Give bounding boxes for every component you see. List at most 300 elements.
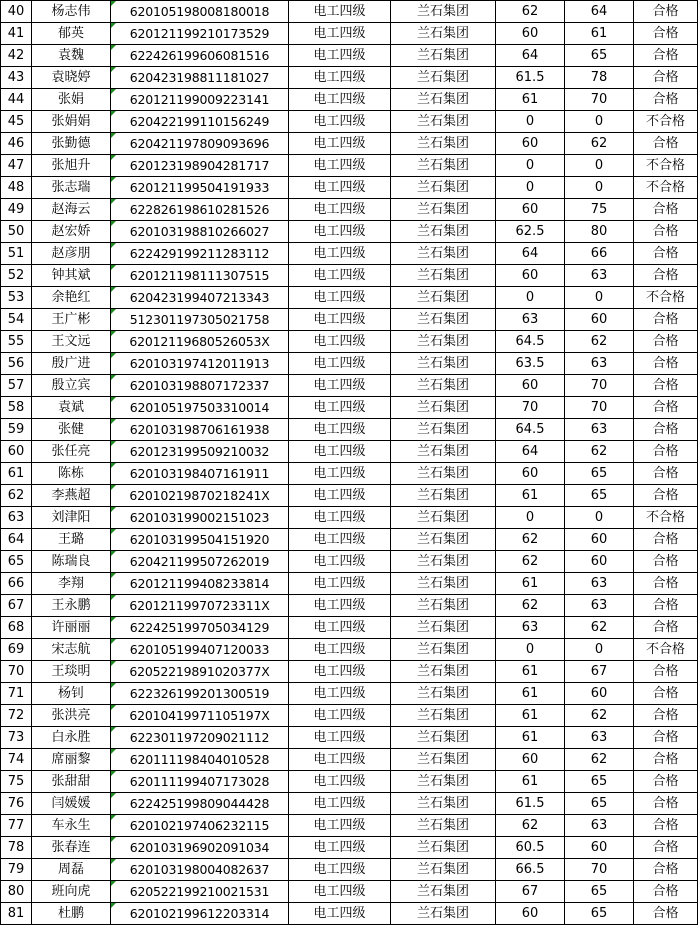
cell-result[interactable]: 合格 xyxy=(634,771,698,793)
cell-score-practical[interactable]: 65 xyxy=(565,881,634,903)
cell-id-number[interactable]: 622429199211283112 xyxy=(111,243,289,265)
cell-job-title[interactable]: 电工四级 xyxy=(289,375,391,397)
cell-row-number[interactable]: 57 xyxy=(1,375,32,397)
cell-score-practical[interactable]: 62 xyxy=(565,749,634,771)
cell-job-title[interactable]: 电工四级 xyxy=(289,1,391,23)
cell-job-title[interactable]: 电工四级 xyxy=(289,903,391,925)
cell-id-number[interactable]: 620103199504151920 xyxy=(111,529,289,551)
cell-id-number[interactable]: 620522199210021531 xyxy=(111,881,289,903)
cell-score-practical[interactable]: 62 xyxy=(565,331,634,353)
cell-result[interactable]: 合格 xyxy=(634,881,698,903)
cell-name[interactable]: 周磊 xyxy=(32,859,111,881)
cell-score-theory[interactable]: 66.5 xyxy=(496,859,565,881)
cell-score-theory[interactable]: 62 xyxy=(496,595,565,617)
cell-result[interactable]: 合格 xyxy=(634,573,698,595)
cell-id-number[interactable]: 620102197406232115 xyxy=(111,815,289,837)
cell-score-practical[interactable]: 70 xyxy=(565,375,634,397)
cell-result[interactable]: 合格 xyxy=(634,67,698,89)
cell-row-number[interactable]: 71 xyxy=(1,683,32,705)
cell-job-title[interactable]: 电工四级 xyxy=(289,441,391,463)
cell-employer[interactable]: 兰石集团 xyxy=(391,133,496,155)
cell-employer[interactable]: 兰石集团 xyxy=(391,705,496,727)
cell-name[interactable]: 袁斌 xyxy=(32,397,111,419)
cell-job-title[interactable]: 电工四级 xyxy=(289,485,391,507)
cell-score-practical[interactable]: 63 xyxy=(565,573,634,595)
cell-id-number[interactable]: 620103199002151023 xyxy=(111,507,289,529)
cell-employer[interactable]: 兰石集团 xyxy=(391,1,496,23)
cell-job-title[interactable]: 电工四级 xyxy=(289,595,391,617)
cell-score-theory[interactable]: 61 xyxy=(496,727,565,749)
cell-score-practical[interactable]: 63 xyxy=(565,265,634,287)
cell-job-title[interactable]: 电工四级 xyxy=(289,573,391,595)
cell-name[interactable]: 王广彬 xyxy=(32,309,111,331)
cell-row-number[interactable]: 48 xyxy=(1,177,32,199)
cell-id-number[interactable]: 620423198811181027 xyxy=(111,67,289,89)
cell-score-theory[interactable]: 60 xyxy=(496,23,565,45)
cell-id-number[interactable]: 622301197209021112 xyxy=(111,727,289,749)
cell-result[interactable]: 合格 xyxy=(634,243,698,265)
cell-employer[interactable]: 兰石集团 xyxy=(391,551,496,573)
cell-job-title[interactable]: 电工四级 xyxy=(289,111,391,133)
cell-id-number[interactable]: 620121199504191933 xyxy=(111,177,289,199)
cell-name[interactable]: 张勤德 xyxy=(32,133,111,155)
cell-result[interactable]: 合格 xyxy=(634,353,698,375)
cell-result[interactable]: 合格 xyxy=(634,749,698,771)
cell-name[interactable]: 车永生 xyxy=(32,815,111,837)
cell-employer[interactable]: 兰石集团 xyxy=(391,397,496,419)
cell-row-number[interactable]: 81 xyxy=(1,903,32,925)
cell-score-practical[interactable]: 0 xyxy=(565,287,634,309)
cell-id-number[interactable]: 62012119970723311X xyxy=(111,595,289,617)
cell-employer[interactable]: 兰石集团 xyxy=(391,859,496,881)
cell-row-number[interactable]: 45 xyxy=(1,111,32,133)
cell-result[interactable]: 合格 xyxy=(634,903,698,925)
cell-job-title[interactable]: 电工四级 xyxy=(289,837,391,859)
cell-result[interactable]: 合格 xyxy=(634,595,698,617)
cell-score-practical[interactable]: 63 xyxy=(565,595,634,617)
cell-score-practical[interactable]: 62 xyxy=(565,133,634,155)
cell-result[interactable]: 不合格 xyxy=(634,177,698,199)
cell-score-practical[interactable]: 70 xyxy=(565,89,634,111)
cell-job-title[interactable]: 电工四级 xyxy=(289,881,391,903)
cell-employer[interactable]: 兰石集团 xyxy=(391,67,496,89)
cell-job-title[interactable]: 电工四级 xyxy=(289,507,391,529)
cell-name[interactable]: 赵海云 xyxy=(32,199,111,221)
cell-job-title[interactable]: 电工四级 xyxy=(289,551,391,573)
cell-employer[interactable]: 兰石集团 xyxy=(391,661,496,683)
cell-result[interactable]: 合格 xyxy=(634,705,698,727)
cell-row-number[interactable]: 58 xyxy=(1,397,32,419)
cell-job-title[interactable]: 电工四级 xyxy=(289,353,391,375)
cell-id-number[interactable]: 62052219891020377X xyxy=(111,661,289,683)
cell-score-practical[interactable]: 67 xyxy=(565,661,634,683)
cell-score-theory[interactable]: 64 xyxy=(496,243,565,265)
cell-row-number[interactable]: 53 xyxy=(1,287,32,309)
cell-score-theory[interactable]: 64.5 xyxy=(496,419,565,441)
cell-name[interactable]: 王琰明 xyxy=(32,661,111,683)
cell-name[interactable]: 殷广进 xyxy=(32,353,111,375)
cell-score-practical[interactable]: 65 xyxy=(565,45,634,67)
cell-score-practical[interactable]: 65 xyxy=(565,485,634,507)
cell-job-title[interactable]: 电工四级 xyxy=(289,133,391,155)
cell-job-title[interactable]: 电工四级 xyxy=(289,199,391,221)
cell-score-practical[interactable]: 63 xyxy=(565,815,634,837)
cell-id-number[interactable]: 620121199009223141 xyxy=(111,89,289,111)
cell-result[interactable]: 合格 xyxy=(634,837,698,859)
cell-row-number[interactable]: 51 xyxy=(1,243,32,265)
cell-score-theory[interactable]: 60 xyxy=(496,199,565,221)
cell-name[interactable]: 王永鹏 xyxy=(32,595,111,617)
cell-id-number[interactable]: 620123199509210032 xyxy=(111,441,289,463)
cell-result[interactable]: 合格 xyxy=(634,419,698,441)
cell-employer[interactable]: 兰石集团 xyxy=(391,441,496,463)
cell-job-title[interactable]: 电工四级 xyxy=(289,265,391,287)
cell-result[interactable]: 合格 xyxy=(634,793,698,815)
cell-score-theory[interactable]: 61.5 xyxy=(496,67,565,89)
cell-employer[interactable]: 兰石集团 xyxy=(391,727,496,749)
cell-score-practical[interactable]: 60 xyxy=(565,529,634,551)
cell-employer[interactable]: 兰石集团 xyxy=(391,111,496,133)
cell-id-number[interactable]: 622826198610281526 xyxy=(111,199,289,221)
cell-score-theory[interactable]: 0 xyxy=(496,155,565,177)
cell-score-theory[interactable]: 60 xyxy=(496,265,565,287)
cell-employer[interactable]: 兰石集团 xyxy=(391,837,496,859)
cell-name[interactable]: 李翔 xyxy=(32,573,111,595)
cell-score-practical[interactable]: 60 xyxy=(565,683,634,705)
cell-result[interactable]: 不合格 xyxy=(634,155,698,177)
cell-id-number[interactable]: 620121198111307515 xyxy=(111,265,289,287)
cell-score-theory[interactable]: 61 xyxy=(496,661,565,683)
cell-row-number[interactable]: 74 xyxy=(1,749,32,771)
cell-row-number[interactable]: 52 xyxy=(1,265,32,287)
cell-row-number[interactable]: 63 xyxy=(1,507,32,529)
cell-score-theory[interactable]: 61 xyxy=(496,705,565,727)
cell-name[interactable]: 袁晓婷 xyxy=(32,67,111,89)
cell-job-title[interactable]: 电工四级 xyxy=(289,45,391,67)
cell-score-practical[interactable]: 66 xyxy=(565,243,634,265)
cell-score-theory[interactable]: 60 xyxy=(496,463,565,485)
cell-job-title[interactable]: 电工四级 xyxy=(289,859,391,881)
cell-employer[interactable]: 兰石集团 xyxy=(391,639,496,661)
cell-job-title[interactable]: 电工四级 xyxy=(289,67,391,89)
cell-result[interactable]: 合格 xyxy=(634,661,698,683)
cell-id-number[interactable]: 622426199606081516 xyxy=(111,45,289,67)
cell-score-practical[interactable]: 63 xyxy=(565,353,634,375)
cell-name[interactable]: 张娟娟 xyxy=(32,111,111,133)
cell-job-title[interactable]: 电工四级 xyxy=(289,177,391,199)
cell-job-title[interactable]: 电工四级 xyxy=(289,397,391,419)
cell-id-number[interactable]: 622425199705034129 xyxy=(111,617,289,639)
cell-row-number[interactable]: 73 xyxy=(1,727,32,749)
cell-row-number[interactable]: 47 xyxy=(1,155,32,177)
cell-name[interactable]: 张志瑞 xyxy=(32,177,111,199)
cell-score-theory[interactable]: 63 xyxy=(496,617,565,639)
cell-employer[interactable]: 兰石集团 xyxy=(391,903,496,925)
cell-id-number[interactable]: 62010419971105197X xyxy=(111,705,289,727)
cell-employer[interactable]: 兰石集团 xyxy=(391,529,496,551)
cell-id-number[interactable]: 620422199110156249 xyxy=(111,111,289,133)
cell-id-number[interactable]: 620103198004082637 xyxy=(111,859,289,881)
cell-result[interactable]: 不合格 xyxy=(634,507,698,529)
cell-name[interactable]: 赵彦朋 xyxy=(32,243,111,265)
cell-id-number[interactable]: 620421197809093696 xyxy=(111,133,289,155)
cell-name[interactable]: 殷立宾 xyxy=(32,375,111,397)
cell-score-theory[interactable]: 61 xyxy=(496,485,565,507)
cell-employer[interactable]: 兰石集团 xyxy=(391,89,496,111)
cell-employer[interactable]: 兰石集团 xyxy=(391,595,496,617)
cell-score-practical[interactable]: 63 xyxy=(565,727,634,749)
cell-row-number[interactable]: 44 xyxy=(1,89,32,111)
cell-score-theory[interactable]: 62 xyxy=(496,551,565,573)
cell-id-number[interactable]: 620111198404010528 xyxy=(111,749,289,771)
cell-name[interactable]: 赵宏娇 xyxy=(32,221,111,243)
cell-score-theory[interactable]: 67 xyxy=(496,881,565,903)
cell-id-number[interactable]: 620123198904281717 xyxy=(111,155,289,177)
cell-employer[interactable]: 兰石集团 xyxy=(391,375,496,397)
cell-result[interactable]: 合格 xyxy=(634,133,698,155)
cell-row-number[interactable]: 46 xyxy=(1,133,32,155)
cell-result[interactable]: 合格 xyxy=(634,265,698,287)
cell-job-title[interactable]: 电工四级 xyxy=(289,331,391,353)
cell-row-number[interactable]: 59 xyxy=(1,419,32,441)
cell-result[interactable]: 不合格 xyxy=(634,111,698,133)
cell-result[interactable]: 合格 xyxy=(634,309,698,331)
cell-row-number[interactable]: 66 xyxy=(1,573,32,595)
cell-name[interactable]: 陈瑞良 xyxy=(32,551,111,573)
cell-employer[interactable]: 兰石集团 xyxy=(391,573,496,595)
cell-id-number[interactable]: 620105198008180018 xyxy=(111,1,289,23)
cell-row-number[interactable]: 67 xyxy=(1,595,32,617)
cell-score-practical[interactable]: 0 xyxy=(565,177,634,199)
cell-id-number[interactable]: 620121199408233814 xyxy=(111,573,289,595)
cell-score-theory[interactable]: 63 xyxy=(496,309,565,331)
cell-name[interactable]: 席丽黎 xyxy=(32,749,111,771)
cell-row-number[interactable]: 40 xyxy=(1,1,32,23)
cell-employer[interactable]: 兰石集团 xyxy=(391,419,496,441)
cell-result[interactable]: 合格 xyxy=(634,331,698,353)
cell-job-title[interactable]: 电工四级 xyxy=(289,793,391,815)
cell-score-theory[interactable]: 64 xyxy=(496,45,565,67)
cell-id-number[interactable]: 620121199210173529 xyxy=(111,23,289,45)
cell-job-title[interactable]: 电工四级 xyxy=(289,23,391,45)
cell-id-number[interactable]: 620103198807172337 xyxy=(111,375,289,397)
cell-name[interactable]: 张甜甜 xyxy=(32,771,111,793)
cell-id-number[interactable]: 620421199507262019 xyxy=(111,551,289,573)
cell-employer[interactable]: 兰石集团 xyxy=(391,881,496,903)
cell-job-title[interactable]: 电工四级 xyxy=(289,309,391,331)
cell-score-practical[interactable]: 70 xyxy=(565,859,634,881)
cell-name[interactable]: 杜鹏 xyxy=(32,903,111,925)
cell-result[interactable]: 合格 xyxy=(634,859,698,881)
cell-row-number[interactable]: 69 xyxy=(1,639,32,661)
cell-employer[interactable]: 兰石集团 xyxy=(391,793,496,815)
cell-name[interactable]: 闫媛媛 xyxy=(32,793,111,815)
cell-row-number[interactable]: 75 xyxy=(1,771,32,793)
cell-row-number[interactable]: 54 xyxy=(1,309,32,331)
cell-score-practical[interactable]: 75 xyxy=(565,199,634,221)
cell-name[interactable]: 张旭升 xyxy=(32,155,111,177)
cell-name[interactable]: 王文远 xyxy=(32,331,111,353)
cell-score-theory[interactable]: 60.5 xyxy=(496,837,565,859)
cell-id-number[interactable]: 620105199407120033 xyxy=(111,639,289,661)
cell-job-title[interactable]: 电工四级 xyxy=(289,529,391,551)
cell-score-theory[interactable]: 62 xyxy=(496,1,565,23)
cell-score-theory[interactable]: 0 xyxy=(496,287,565,309)
cell-score-practical[interactable]: 60 xyxy=(565,309,634,331)
cell-name[interactable]: 张春连 xyxy=(32,837,111,859)
cell-id-number[interactable]: 620105197503310014 xyxy=(111,397,289,419)
cell-score-practical[interactable]: 62 xyxy=(565,617,634,639)
cell-job-title[interactable]: 电工四级 xyxy=(289,815,391,837)
cell-job-title[interactable]: 电工四级 xyxy=(289,617,391,639)
cell-row-number[interactable]: 62 xyxy=(1,485,32,507)
cell-score-practical[interactable]: 61 xyxy=(565,23,634,45)
cell-result[interactable]: 合格 xyxy=(634,529,698,551)
cell-row-number[interactable]: 76 xyxy=(1,793,32,815)
cell-name[interactable]: 张任亮 xyxy=(32,441,111,463)
cell-row-number[interactable]: 43 xyxy=(1,67,32,89)
cell-result[interactable]: 合格 xyxy=(634,551,698,573)
cell-result[interactable]: 合格 xyxy=(634,221,698,243)
cell-score-theory[interactable]: 62 xyxy=(496,815,565,837)
cell-row-number[interactable]: 55 xyxy=(1,331,32,353)
cell-employer[interactable]: 兰石集团 xyxy=(391,463,496,485)
cell-name[interactable]: 刘津阳 xyxy=(32,507,111,529)
cell-id-number[interactable]: 62012119680526053X xyxy=(111,331,289,353)
cell-employer[interactable]: 兰石集团 xyxy=(391,507,496,529)
cell-score-theory[interactable]: 0 xyxy=(496,507,565,529)
cell-employer[interactable]: 兰石集团 xyxy=(391,243,496,265)
cell-id-number[interactable]: 620102199612203314 xyxy=(111,903,289,925)
cell-job-title[interactable]: 电工四级 xyxy=(289,661,391,683)
cell-row-number[interactable]: 70 xyxy=(1,661,32,683)
cell-name[interactable]: 班向虎 xyxy=(32,881,111,903)
cell-result[interactable]: 不合格 xyxy=(634,639,698,661)
cell-score-theory[interactable]: 62.5 xyxy=(496,221,565,243)
cell-score-theory[interactable]: 70 xyxy=(496,397,565,419)
cell-score-practical[interactable]: 65 xyxy=(565,793,634,815)
cell-score-practical[interactable]: 62 xyxy=(565,705,634,727)
cell-score-practical[interactable]: 0 xyxy=(565,155,634,177)
cell-score-theory[interactable]: 0 xyxy=(496,111,565,133)
cell-job-title[interactable]: 电工四级 xyxy=(289,771,391,793)
cell-result[interactable]: 合格 xyxy=(634,617,698,639)
cell-employer[interactable]: 兰石集团 xyxy=(391,23,496,45)
cell-job-title[interactable]: 电工四级 xyxy=(289,89,391,111)
cell-row-number[interactable]: 49 xyxy=(1,199,32,221)
cell-id-number[interactable]: 620111199407173028 xyxy=(111,771,289,793)
cell-employer[interactable]: 兰石集团 xyxy=(391,683,496,705)
cell-job-title[interactable]: 电工四级 xyxy=(289,639,391,661)
cell-name[interactable]: 陈栋 xyxy=(32,463,111,485)
cell-score-theory[interactable]: 61 xyxy=(496,89,565,111)
cell-row-number[interactable]: 50 xyxy=(1,221,32,243)
cell-id-number[interactable]: 512301197305021758 xyxy=(111,309,289,331)
cell-id-number[interactable]: 620103197412011913 xyxy=(111,353,289,375)
cell-employer[interactable]: 兰石集团 xyxy=(391,485,496,507)
cell-result[interactable]: 不合格 xyxy=(634,287,698,309)
cell-name[interactable]: 张娟 xyxy=(32,89,111,111)
cell-row-number[interactable]: 78 xyxy=(1,837,32,859)
cell-name[interactable]: 张洪亮 xyxy=(32,705,111,727)
cell-result[interactable]: 合格 xyxy=(634,463,698,485)
cell-employer[interactable]: 兰石集团 xyxy=(391,45,496,67)
cell-name[interactable]: 白永胜 xyxy=(32,727,111,749)
cell-score-practical[interactable]: 78 xyxy=(565,67,634,89)
cell-row-number[interactable]: 41 xyxy=(1,23,32,45)
cell-score-theory[interactable]: 60 xyxy=(496,903,565,925)
cell-result[interactable]: 合格 xyxy=(634,397,698,419)
cell-name[interactable]: 许丽丽 xyxy=(32,617,111,639)
cell-job-title[interactable]: 电工四级 xyxy=(289,705,391,727)
cell-id-number[interactable]: 620103198810266027 xyxy=(111,221,289,243)
cell-name[interactable]: 杨志伟 xyxy=(32,1,111,23)
cell-job-title[interactable]: 电工四级 xyxy=(289,463,391,485)
cell-row-number[interactable]: 61 xyxy=(1,463,32,485)
cell-result[interactable]: 合格 xyxy=(634,45,698,67)
cell-employer[interactable]: 兰石集团 xyxy=(391,221,496,243)
cell-score-theory[interactable]: 0 xyxy=(496,639,565,661)
cell-row-number[interactable]: 64 xyxy=(1,529,32,551)
cell-result[interactable]: 合格 xyxy=(634,89,698,111)
cell-row-number[interactable]: 68 xyxy=(1,617,32,639)
cell-job-title[interactable]: 电工四级 xyxy=(289,683,391,705)
cell-row-number[interactable]: 56 xyxy=(1,353,32,375)
cell-result[interactable]: 合格 xyxy=(634,485,698,507)
cell-row-number[interactable]: 72 xyxy=(1,705,32,727)
cell-score-practical[interactable]: 0 xyxy=(565,507,634,529)
cell-name[interactable]: 张健 xyxy=(32,419,111,441)
cell-score-practical[interactable]: 0 xyxy=(565,111,634,133)
cell-employer[interactable]: 兰石集团 xyxy=(391,331,496,353)
cell-employer[interactable]: 兰石集团 xyxy=(391,155,496,177)
cell-result[interactable]: 合格 xyxy=(634,441,698,463)
cell-employer[interactable]: 兰石集团 xyxy=(391,309,496,331)
cell-row-number[interactable]: 79 xyxy=(1,859,32,881)
cell-score-theory[interactable]: 61.5 xyxy=(496,793,565,815)
cell-score-practical[interactable]: 60 xyxy=(565,837,634,859)
cell-name[interactable]: 袁魏 xyxy=(32,45,111,67)
cell-row-number[interactable]: 42 xyxy=(1,45,32,67)
cell-name[interactable]: 钟其斌 xyxy=(32,265,111,287)
cell-row-number[interactable]: 77 xyxy=(1,815,32,837)
cell-employer[interactable]: 兰石集团 xyxy=(391,287,496,309)
cell-employer[interactable]: 兰石集团 xyxy=(391,617,496,639)
cell-name[interactable]: 郁英 xyxy=(32,23,111,45)
cell-score-theory[interactable]: 60 xyxy=(496,375,565,397)
cell-job-title[interactable]: 电工四级 xyxy=(289,243,391,265)
cell-row-number[interactable]: 80 xyxy=(1,881,32,903)
cell-name[interactable]: 杨钊 xyxy=(32,683,111,705)
cell-row-number[interactable]: 60 xyxy=(1,441,32,463)
cell-employer[interactable]: 兰石集团 xyxy=(391,177,496,199)
cell-score-practical[interactable]: 65 xyxy=(565,903,634,925)
cell-score-practical[interactable]: 60 xyxy=(565,551,634,573)
cell-employer[interactable]: 兰石集团 xyxy=(391,771,496,793)
cell-job-title[interactable]: 电工四级 xyxy=(289,419,391,441)
cell-score-practical[interactable]: 65 xyxy=(565,463,634,485)
cell-id-number[interactable]: 620103196902091034 xyxy=(111,837,289,859)
cell-name[interactable]: 王璐 xyxy=(32,529,111,551)
cell-id-number[interactable]: 620103198706161938 xyxy=(111,419,289,441)
cell-employer[interactable]: 兰石集团 xyxy=(391,199,496,221)
cell-score-practical[interactable]: 65 xyxy=(565,771,634,793)
cell-name[interactable]: 宋志航 xyxy=(32,639,111,661)
cell-job-title[interactable]: 电工四级 xyxy=(289,221,391,243)
cell-job-title[interactable]: 电工四级 xyxy=(289,749,391,771)
cell-name[interactable]: 余艳红 xyxy=(32,287,111,309)
cell-result[interactable]: 合格 xyxy=(634,375,698,397)
